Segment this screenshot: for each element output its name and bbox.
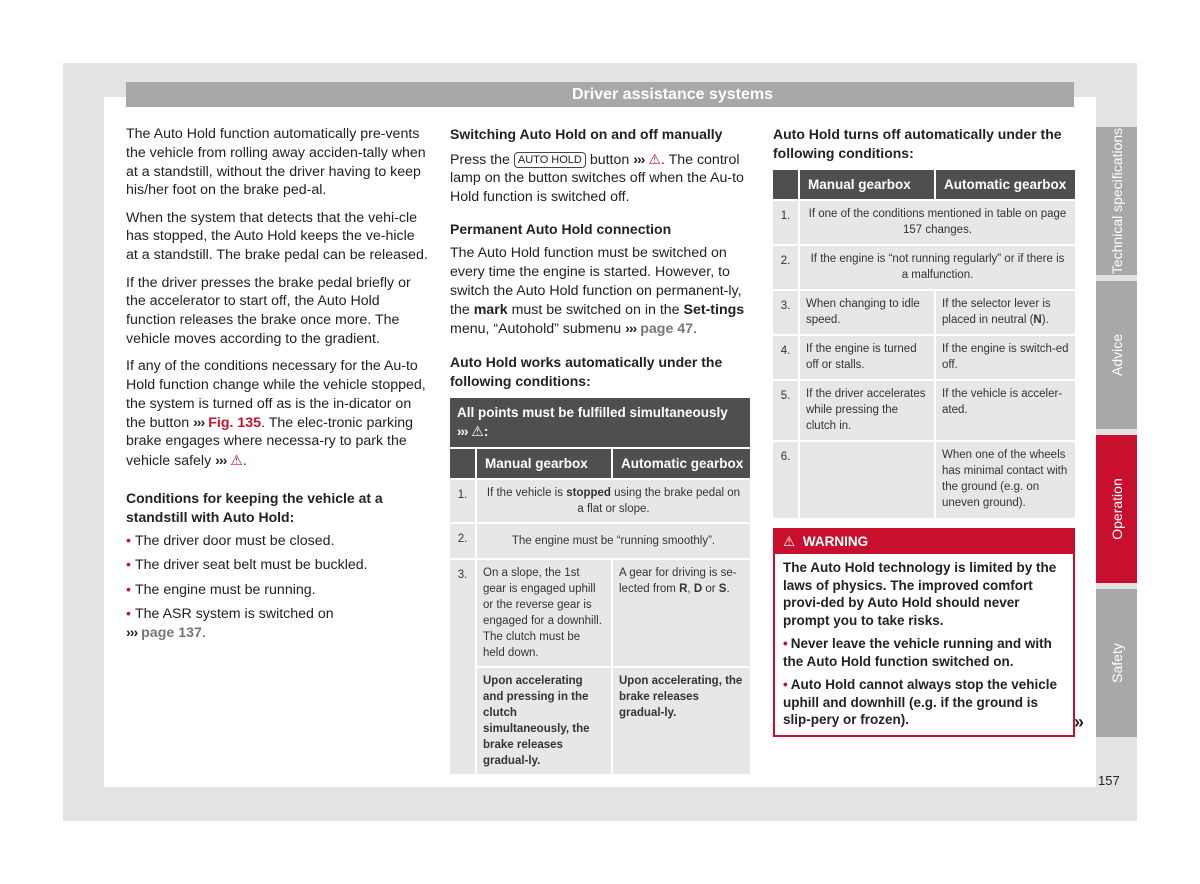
tab-label: Advice <box>1108 333 1125 377</box>
bullet-icon: • <box>126 533 131 550</box>
bullet-icon: • <box>126 557 131 574</box>
table-row <box>450 523 750 559</box>
column-3 <box>773 125 1075 737</box>
text: A gear for driving is se-lected from <box>619 567 737 596</box>
period: . <box>693 320 698 337</box>
row-number: 1. <box>773 200 799 245</box>
table-title-text: All points must be fulfilled simultaneously <box>457 405 728 421</box>
cross-reference-arrows: ››› <box>457 424 468 440</box>
warning-bullet-text: Never leave the vehicle running and with the Auto Hold function switched on. <box>783 636 1052 669</box>
column-1 <box>126 125 428 648</box>
section-header: Driver assistance systems <box>126 82 1074 107</box>
text: using the brake pedal on a flat or slope. <box>577 487 741 516</box>
list-item-text: The ASR system is switched on <box>134 606 334 623</box>
table-row <box>450 667 750 774</box>
cross-reference-arrows: ››› <box>215 453 227 470</box>
table-header: Automatic gearbox <box>935 170 1075 200</box>
gear-letter: R <box>679 583 688 596</box>
warning-title: WARNING <box>802 534 869 549</box>
bullet-icon: • <box>126 606 131 623</box>
table-header-row <box>450 449 750 479</box>
page-link[interactable]: page 137 <box>141 624 202 641</box>
table-cell <box>935 290 1075 335</box>
list-item-text: The driver door must be closed. <box>134 533 335 550</box>
warning-icon: ⚠ <box>230 452 243 469</box>
gear-letter: N <box>1033 314 1042 326</box>
period: . <box>242 453 247 470</box>
table-title: All points must be fulfilled simultaneously ››› ⚠: <box>450 398 750 449</box>
conditions-table <box>450 449 750 774</box>
page-link[interactable]: page 47 <box>640 320 694 337</box>
tab-technical-specifications[interactable] <box>1096 127 1137 275</box>
paragraph <box>450 244 750 338</box>
table-row <box>773 200 1075 245</box>
bullet-icon: • <box>783 636 788 651</box>
table-cell: On a slope, the 1st gear is engaged uphill or the reverse gear is engaged for a downhill. The clutch must be held down. <box>476 559 612 667</box>
table-row <box>450 479 750 523</box>
conditions-list <box>126 532 428 642</box>
cross-reference-arrows: ››› <box>625 320 637 337</box>
tab-advice[interactable] <box>1096 281 1137 429</box>
text: If the vehicle is <box>486 487 563 500</box>
list-item-text: The engine must be running. <box>134 581 316 598</box>
list-item-text: The driver seat belt must be buckled. <box>134 557 368 574</box>
text: ). <box>1041 314 1049 326</box>
bold-text: stopped <box>566 487 611 500</box>
warning-text: The Auto Hold technology is limited by the laws of physics. The improved comfort provi-ded by Auto Hold should never prompt you to take risks. <box>783 560 1057 628</box>
period: . <box>201 624 206 641</box>
row-number: 2. <box>773 245 799 290</box>
table-cell: Upon accelerating and pressing in the clutch simultaneously, the brake releases gradual-ly. <box>476 667 612 774</box>
text: If the selector lever is placed in neutral ( <box>942 298 1051 326</box>
table-header: Manual gearbox <box>476 449 612 479</box>
text: The Auto Hold function must be switched on every time the engine is started. However, to switch the Auto Hold function on permanent-ly, the <box>450 245 742 318</box>
table-row <box>773 290 1075 335</box>
warning-bullet <box>783 635 1065 670</box>
paragraph: When the system that detects that the vehi-cle has stopped, the Auto Hold keeps the ve-hicle at a standstill. The brake pedal can be released. <box>126 209 428 264</box>
list-item <box>126 532 428 551</box>
table-cell: If the driver accelerates while pressing the clutch in. <box>799 380 935 441</box>
table-cell: If the engine is “not running regularly” or if there is a malfunction. <box>799 245 1075 290</box>
list-item <box>126 556 428 575</box>
table-row <box>773 245 1075 290</box>
warning-bullet-text: Auto Hold cannot always stop the vehicle uphill and downhill (e.g. if the ground is slip-pery or frozen). <box>783 677 1058 727</box>
row-number: 3. <box>450 559 476 774</box>
conditions-heading: Conditions for keeping the vehicle at a standstill with Auto Hold: <box>126 490 383 525</box>
warning-box <box>773 528 1075 737</box>
table-cell: If the engine is turned off or stalls. <box>799 335 935 380</box>
row-number: 5. <box>773 380 799 441</box>
warning-icon: ⚠ <box>648 150 661 167</box>
warning-icon: ⚠ <box>471 423 484 440</box>
row-number: 2. <box>450 523 476 559</box>
figure-link[interactable]: Fig. 135 <box>208 414 262 431</box>
table-row <box>773 335 1075 380</box>
row-number: 6. <box>773 441 799 518</box>
row-number: 1. <box>450 479 476 523</box>
turn-off-table <box>773 170 1075 518</box>
bullet-icon: • <box>126 581 131 598</box>
cross-reference-arrows: ››› <box>126 624 138 641</box>
row-number: 3. <box>773 290 799 335</box>
tab-label: Technical specifications <box>1108 127 1125 275</box>
bold-text: mark <box>473 301 508 318</box>
table-cell: Upon accelerating, the brake releases gradual-ly. <box>612 667 750 774</box>
list-item <box>126 605 428 642</box>
paragraph <box>450 150 750 207</box>
table-header-num <box>773 170 799 200</box>
warning-bullet <box>783 676 1065 729</box>
text: . The control lamp on the button switches off when the Au-to Hold function is switched off. <box>450 151 744 206</box>
cross-reference-arrows: ››› <box>193 414 205 431</box>
heading-auto-conditions: Auto Hold works automatically under the following conditions: <box>450 354 723 389</box>
warning-body <box>775 554 1073 735</box>
auto-hold-button-icon: AUTO HOLD <box>514 152 586 168</box>
tab-label: Safety <box>1108 643 1125 683</box>
heading-permanent: Permanent Auto Hold connection <box>450 220 672 237</box>
continue-icon: » <box>1074 712 1085 732</box>
table-cell: The engine must be “running smoothly”. <box>476 523 750 559</box>
text: Press the <box>450 151 510 168</box>
period: . <box>726 583 730 596</box>
table-header: Automatic gearbox <box>612 449 750 479</box>
paragraph: If the driver presses the brake pedal briefly or the accelerator to start off, the Auto Hold function releases the brake once more. The vehicle moves according to the gradient. <box>126 274 411 347</box>
table-row <box>773 380 1075 441</box>
table-row <box>450 559 750 667</box>
tab-operation[interactable] <box>1096 435 1137 583</box>
heading-manual-switch: Switching Auto Hold on and off manually <box>450 126 723 142</box>
text: or <box>705 583 716 596</box>
page-number: 157 <box>1098 773 1120 788</box>
column-2 <box>450 125 750 774</box>
text: If any of the conditions necessary for the Au-to Hold function change while the vehicle stopped, the system is turned off as is the in-dicator on the button <box>126 358 426 431</box>
table-cell: If the vehicle is acceler-ated. <box>935 380 1075 441</box>
table-row <box>773 441 1075 518</box>
heading-turns-off: Auto Hold turns off automatically under the following conditions: <box>773 126 1062 161</box>
row-number: 4. <box>773 335 799 380</box>
table-header-num <box>450 449 476 479</box>
comma: , <box>687 583 691 596</box>
table-header-row <box>773 170 1075 200</box>
tab-safety[interactable] <box>1096 589 1137 737</box>
table-cell <box>476 479 750 523</box>
gear-letter: S <box>718 583 727 596</box>
table-cell <box>799 441 935 518</box>
bold-text: Set-tings <box>683 301 745 318</box>
table-cell: If one of the conditions mentioned in table on page 157 changes. <box>799 200 1075 245</box>
gear-letter: D <box>693 583 703 596</box>
table-cell: When changing to idle speed. <box>799 290 935 335</box>
table-header: Manual gearbox <box>799 170 935 200</box>
table-cell: If the engine is switch-ed off. <box>935 335 1075 380</box>
text: must be switched on in the <box>511 301 680 318</box>
warning-header <box>775 530 1073 554</box>
paragraph: The Auto Hold function automatically pre-vents the vehicle from rolling away acciden-tally when at a standstill, without the driver having to keep his/her foot on the brake ped-al. <box>126 126 426 199</box>
list-item <box>126 581 428 600</box>
text: menu, “Autohold” submenu <box>450 320 622 337</box>
bullet-icon: • <box>783 677 788 692</box>
text: button <box>589 151 630 168</box>
warning-icon: ⚠ <box>783 534 796 549</box>
table-cell <box>612 559 750 667</box>
text: . The elec-tronic parking brake engages where necessa-ry to park the vehicle safely <box>126 414 413 470</box>
paragraph <box>126 357 428 471</box>
table-cell: When one of the wheels has minimal contact with the ground (e.g. on uneven ground). <box>935 441 1075 518</box>
tab-label: Operation <box>1108 478 1125 540</box>
cross-reference-arrows: ››› <box>633 151 645 168</box>
